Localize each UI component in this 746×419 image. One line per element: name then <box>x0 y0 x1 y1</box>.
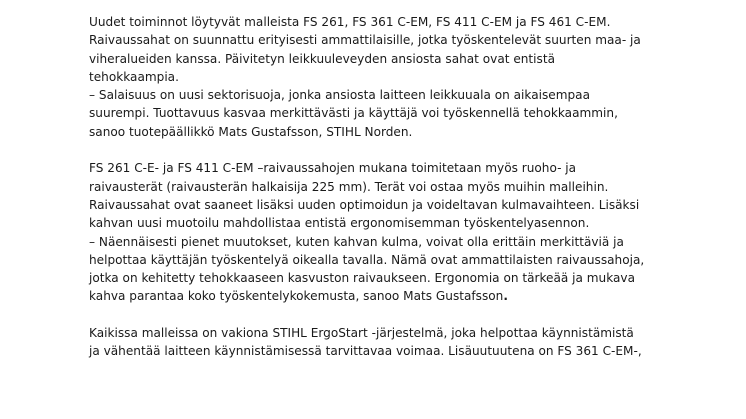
text-line-content: kahva parantaa koko työskentelykokemusta, sanoo Mats Gustafsson <box>89 289 504 304</box>
text-line: Raivaussahat ovat saaneet lisäksi uuden optimoidun ja voideltavan kulmavaihteen. Lisäksi <box>89 197 640 212</box>
paragraph-3 <box>89 324 729 361</box>
text-line: suurempi. Tuottavuus kasvaa merkittävästi ja käyttäjä voi työskennellä tehokkaammin, <box>89 106 618 121</box>
text-line: – Salaisuus on uusi sektorisuoja, jonka ansiosta laitteen leikkuuala on aikaisempaa <box>89 88 590 103</box>
paragraph-1 <box>89 13 729 141</box>
text-line: Raivaussahat on suunnattu erityisesti ammattilaisille, jotka työskentelevät suurten maa- ja <box>89 33 641 48</box>
text-line: Kaikissa malleissa on vakiona STIHL ErgoStart -järjestelmä, joka helpottaa käynnistämistä <box>89 326 634 341</box>
text-line: Uudet toiminnot löytyvät malleista FS 261, FS 361 C-EM, FS 411 C-EM ja FS 461 C-EM. <box>89 15 611 29</box>
bold-period: . <box>503 289 508 304</box>
text-line: kahvan uusi muotoilu mahdollistaa entistä ergonomisemman työskentelyasennon. <box>89 216 590 231</box>
paragraph-2 <box>89 159 729 305</box>
text-line: raivausterät (raivausterän halkaisija 225 mm). Terät voi ostaa myös muihin malleihin. <box>89 179 609 194</box>
text-line: jotka on kehitetty tehokkaaseen kasvuston raivaukseen. Ergonomia on tärkeää ja mukava <box>89 271 635 286</box>
text-line: tehokkaampia. <box>89 69 179 84</box>
text-line: helpottaa käyttäjän työskentelyä oikealla tavalla. Nämä ovat ammattilaisten raivaussahoja, <box>89 252 645 267</box>
article-body <box>89 13 729 379</box>
text-line: FS 261 C-E- ja FS 411 C-EM –raivaussahojen mukana toimitetaan myös ruoho- ja <box>89 161 577 176</box>
text-line: – Näennäisesti pienet muutokset, kuten kahvan kulma, voivat olla erittäin merkittäviä ja <box>89 234 624 249</box>
text-line: viheralueiden kanssa. Päivitetyn leikkuuleveyden ansiosta sahat ovat entistä <box>89 51 555 66</box>
text-line <box>89 287 729 305</box>
text-line: sanoo tuotepäällikkö Mats Gustafsson, STIHL Norden. <box>89 124 413 139</box>
text-line: ja vähentää laitteen käynnistämisessä tarvittavaa voimaa. Lisäuutuutena on FS 361 C-EM-, <box>89 344 642 359</box>
